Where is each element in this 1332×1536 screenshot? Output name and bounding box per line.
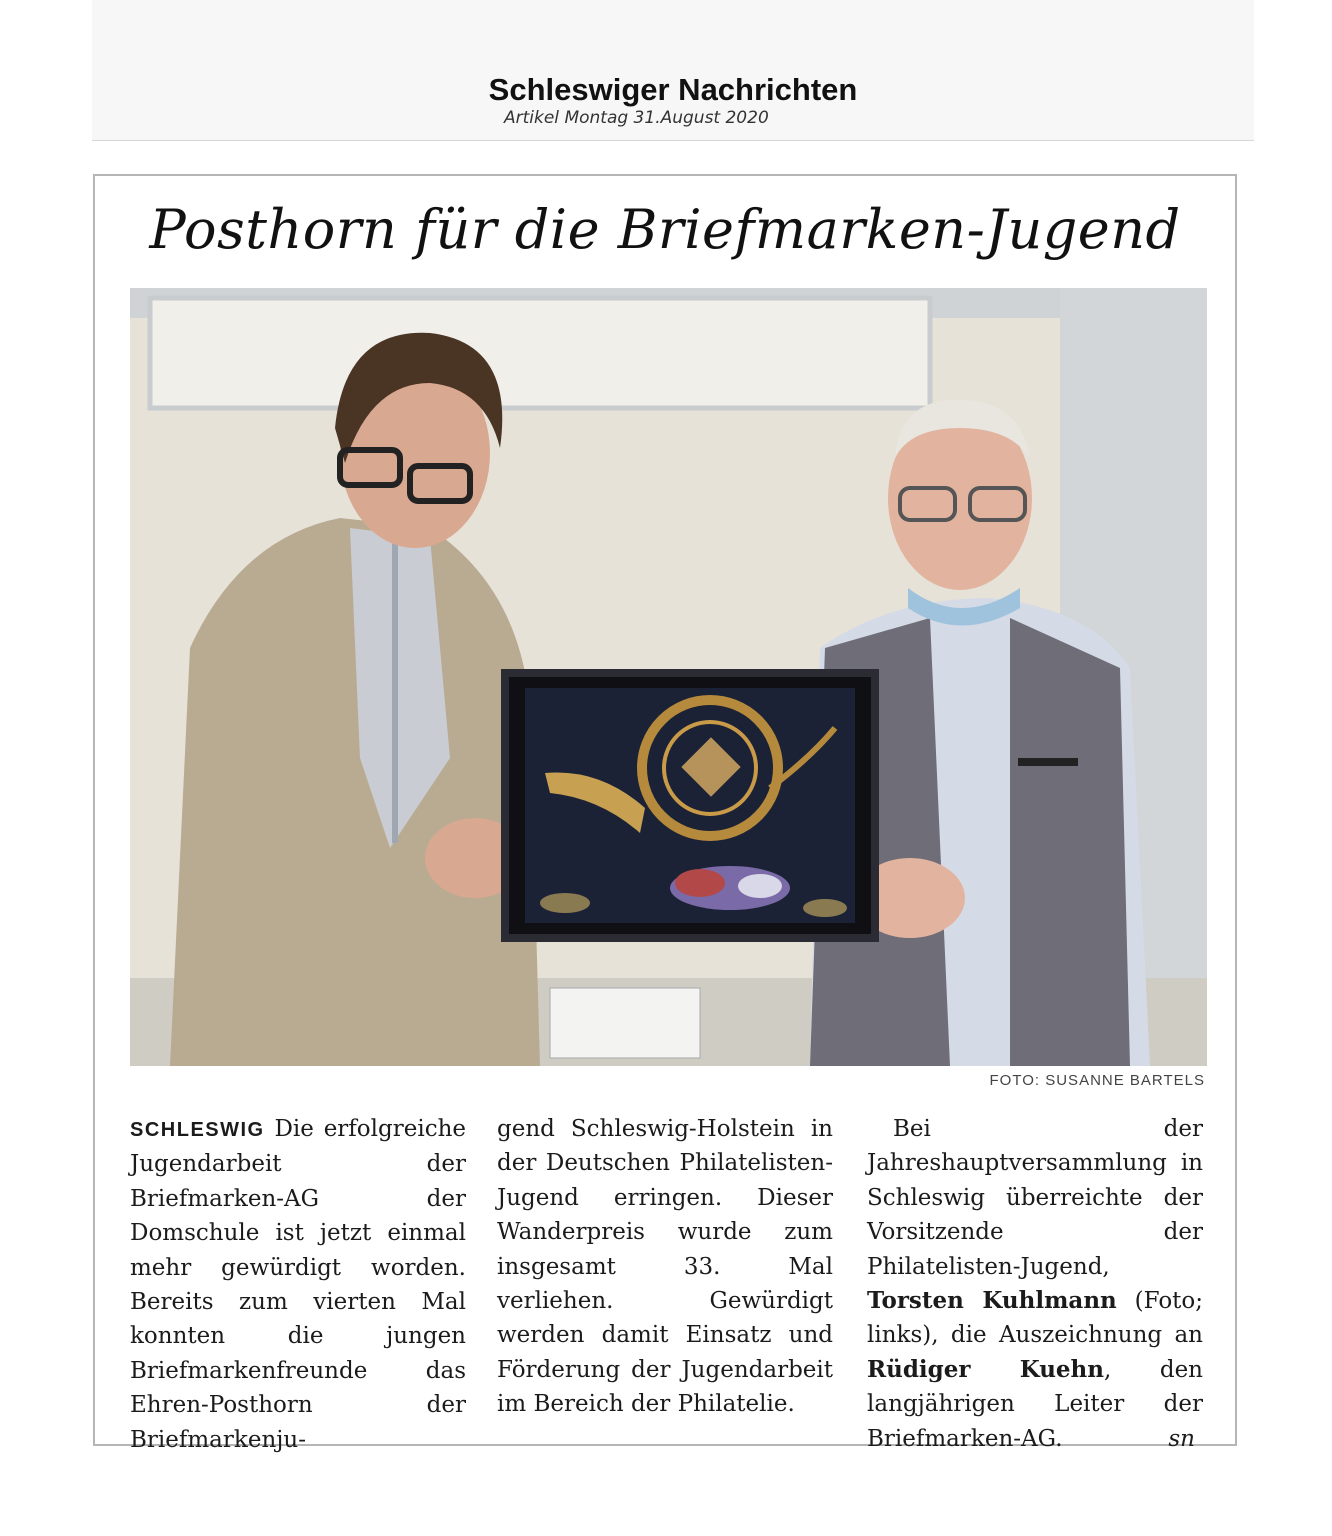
newspaper-name: Schleswiger Nachrichten: [488, 72, 858, 107]
dateline: SCHLESWIG: [130, 1119, 265, 1141]
column-3-text-part-3: , den langjährigen Leiter der Briefmarken-AG.: [867, 1356, 1203, 1452]
masthead: [92, 0, 1254, 141]
article-clipping: [93, 174, 1237, 1453]
headline: Posthorn für die Briefmarken-Jugend: [149, 198, 1181, 261]
photo-credit: FOTO: SUSANNE BARTELS: [989, 1072, 1205, 1089]
article-column-2: [497, 1112, 833, 1422]
presenter-name: Torsten Kuhlmann: [867, 1287, 1117, 1315]
column-2-text: gend Schleswig-Holstein in der Deutschen Philatelisten-Jugend erringen. Dieser Wanderpreis wurde zum insgesamt 33. Mal verliehen. Gewürdigt werden damit Einsatz und Förderung der Jugendarbeit im Bereich der Philatelie.: [497, 1116, 833, 1418]
column-1-text: Die erfolgreiche Jugendarbeit der Briefmarken-AG der Domschule ist jetzt einmal mehr gewürdigt worden. Bereits zum vierten Mal konnten die jungen Briefmarkenfreunde das Ehren-Posthorn der Briefmarkenju-: [130, 1116, 466, 1453]
author-initials: sn: [1168, 1425, 1195, 1452]
column-3-text-part-2: (Foto; links), die Auszeichnung an: [867, 1288, 1203, 1349]
article-column-1: [130, 1112, 466, 1457]
column-3-text-part-1: Bei der Jahreshauptversammlung in Schleswig überreichte der Vorsitzende der Philatelisten-Jugend,: [867, 1116, 1203, 1280]
article-date: Artikel Montag 31.August 2020: [504, 108, 769, 128]
recipient-name: Rüdiger Kuehn: [867, 1355, 1104, 1383]
photo-illustration: [130, 288, 1207, 1066]
article-photo: [130, 288, 1207, 1066]
article-column-3: [867, 1112, 1203, 1456]
